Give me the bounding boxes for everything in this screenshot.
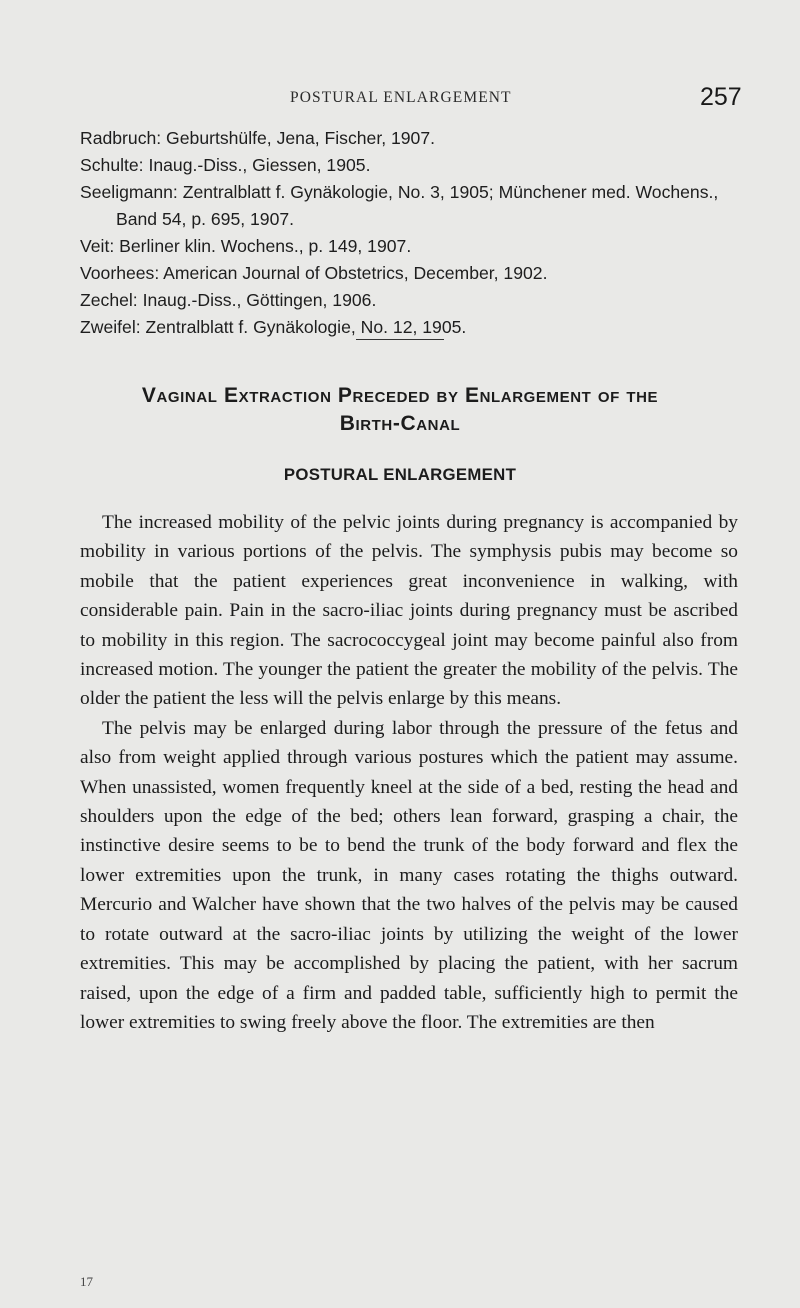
- section-divider: [356, 339, 444, 340]
- reference-item: Zweifel: Zentralblatt f. Gynäkologie, No. 12, 1905.: [80, 317, 467, 337]
- signature-mark: 17: [80, 1274, 93, 1289]
- reference-item: Zechel: Inaug.-Diss., Göttingen, 1906.: [80, 290, 377, 310]
- section-title-line: Vaginal Extraction Preceded by Enlargement of the: [141, 384, 659, 407]
- subsection-title: POSTURAL ENLARGEMENT: [283, 465, 517, 484]
- body-text: [80, 508, 738, 1037]
- paragraph: The increased mobility of the pelvic joints during pregnancy is accompanied by mobility in various portions of the pelvis. The symphysis pubis may become so mobile that the patient experiences great inconvenience in walking, with considerable pain. Pain in the sacro-iliac joints during pregnancy must be ascribed to mobility in this region. The sacrococcygeal joint may become painful also from increased motion. The younger the patient the greater the mobility of the pelvis. The older the patient the less will the pelvis enlarge by this means.: [80, 512, 738, 710]
- reference-item: Seeligmann: Zentralblatt f. Gynäkologie, No. 3, 1905; Münchener med. Wochens., Band 54, p. 695, 1907.: [80, 182, 719, 229]
- section-title-line: Birth-Canal: [339, 412, 461, 435]
- reference-item: Radbruch: Geburtshülfe, Jena, Fischer, 1907.: [80, 128, 436, 148]
- page-number: 257: [700, 83, 742, 111]
- paragraph: The pelvis may be enlarged during labor through the pressure of the fetus and also from weight applied through various postures which the patient may assume. When unassisted, women frequently kneel at the side of a bed, resting the head and shoulders upon the edge of the bed; others lean forward, grasping a chair, the instinctive desire seems to be to bend the trunk of the body forward and flex the lower extremities upon the trunk, in many cases rotating the thighs outward. Mercurio and Walcher have shown that the two halves of the pelvis may be caused to rotate outward at the sacro-iliac joints by utilizing the weight of the lower extremities. This may be accomplished by placing the patient, with her sacrum raised, upon the edge of a firm and padded table, sufficiently high to permit the lower extremities to swing freely above the floor. The extremities are then: [80, 717, 738, 1033]
- reference-item: Voorhees: American Journal of Obstetrics, December, 1902.: [80, 263, 548, 283]
- reference-item: Schulte: Inaug.-Diss., Giessen, 1905.: [80, 155, 371, 175]
- reference-item: Veit: Berliner klin. Wochens., p. 149, 1907.: [80, 236, 412, 256]
- reference-list: [80, 125, 740, 341]
- running-head: POSTURAL ENLARGEMENT: [290, 89, 512, 106]
- section-title: [60, 382, 740, 438]
